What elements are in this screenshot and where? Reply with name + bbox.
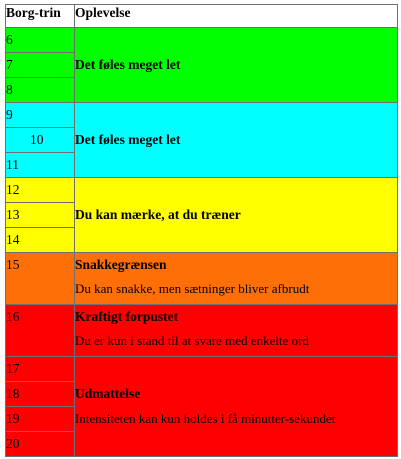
borg-level-7: 7: [6, 53, 75, 78]
description-text: Du kan snakke, men sætninger bliver afbrudt: [75, 281, 310, 296]
description-title: Snakkegrænsen: [75, 257, 167, 272]
description-cyan: [75, 103, 398, 178]
description-green: [75, 28, 398, 103]
description-red-1: [75, 305, 398, 357]
table-header-row: [6, 5, 398, 28]
borg-level-8: 8: [6, 78, 75, 103]
description-title: Det føles meget let: [75, 57, 181, 72]
borg-level-15: 15: [6, 253, 75, 305]
description-text: Intensiteten kan kun holdes i få minutter-sekunder: [75, 411, 337, 426]
description-title: Kraftigt forpustet: [75, 309, 179, 324]
borg-level-12: 12: [6, 178, 75, 203]
borg-level-13: 13: [6, 203, 75, 228]
description-text: Du er kun i stand til at svare med enkelte ord: [75, 333, 309, 348]
table-row: [6, 103, 398, 128]
borg-level-14: 14: [6, 228, 75, 253]
header-borg-trin: Borg-trin: [6, 5, 75, 28]
borg-level-18: 18: [6, 382, 75, 407]
description-yellow: [75, 178, 398, 253]
borg-level-16: 16: [6, 305, 75, 357]
borg-level-9: 9: [6, 103, 75, 128]
borg-level-19: 19: [6, 407, 75, 432]
table-row: [6, 28, 398, 53]
description-title: Du kan mærke, at du træner: [75, 207, 241, 222]
borg-level-10: 10: [6, 128, 75, 153]
table-row: [6, 178, 398, 203]
description-red-2: [75, 357, 398, 457]
borg-scale-table: [5, 4, 398, 457]
table-row: [6, 305, 398, 357]
borg-level-17: 17: [6, 357, 75, 382]
borg-level-6: 6: [6, 28, 75, 53]
table-row: [6, 253, 398, 305]
borg-level-20: 20: [6, 432, 75, 457]
description-title: Det føles meget let: [75, 132, 181, 147]
table-row: [6, 357, 398, 382]
description-title: Udmattelse: [75, 386, 141, 401]
description-orange: [75, 253, 398, 305]
borg-level-11: 11: [6, 153, 75, 178]
header-oplevelse: Oplevelse: [75, 5, 398, 28]
